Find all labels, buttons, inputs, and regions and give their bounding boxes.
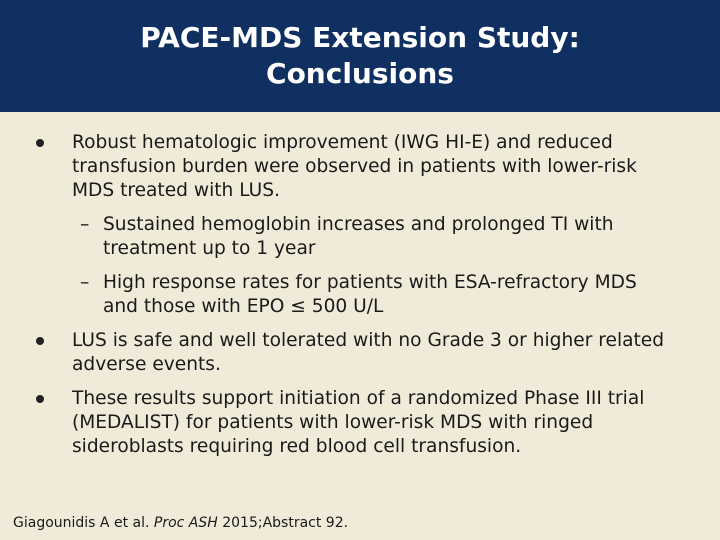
sub-bullet-item: [36, 213, 676, 261]
title-line-1: PACE-MDS Extension Study:: [140, 21, 580, 54]
bullet-dot-icon: [36, 337, 44, 345]
sub-bullet-item: [36, 271, 676, 319]
footnote-citation: 2015;Abstract 92.: [217, 515, 349, 531]
bullet-item: [36, 131, 676, 203]
footnote-journal: Proc ASH: [153, 515, 218, 531]
bullet-item: [36, 387, 676, 459]
bullet-text: These results support initiation of a randomized Phase III trial (MEDALIST) for patients with lower-risk MDS with ringed sideroblasts requiring red blood cell transfusion.: [72, 388, 645, 457]
slide-title: [0, 20, 720, 92]
bullet-dot-icon: [36, 395, 44, 403]
footnote-authors: Giagounidis A et al.: [13, 515, 154, 531]
bullet-text: LUS is safe and well tolerated with no Grade 3 or higher related adverse events.: [72, 330, 665, 375]
dash-icon: –: [80, 214, 90, 235]
bullet-list: [36, 131, 676, 469]
title-line-2: Conclusions: [266, 57, 454, 90]
citation-footnote: [13, 513, 348, 533]
sub-bullet-text: High response rates for patients with ESA-refractory MDS and those with EPO ≤ 500 U/L: [103, 272, 637, 317]
bullet-dot-icon: [36, 139, 44, 147]
bullet-text: Robust hematologic improvement (IWG HI-E) and reduced transfusion burden were observed in patients with lower-risk MDS treated with LUS.: [72, 132, 637, 201]
sub-bullet-text: Sustained hemoglobin increases and prolonged TI with treatment up to 1 year: [103, 214, 614, 259]
dash-icon: –: [80, 272, 90, 293]
bullet-item: [36, 329, 676, 377]
